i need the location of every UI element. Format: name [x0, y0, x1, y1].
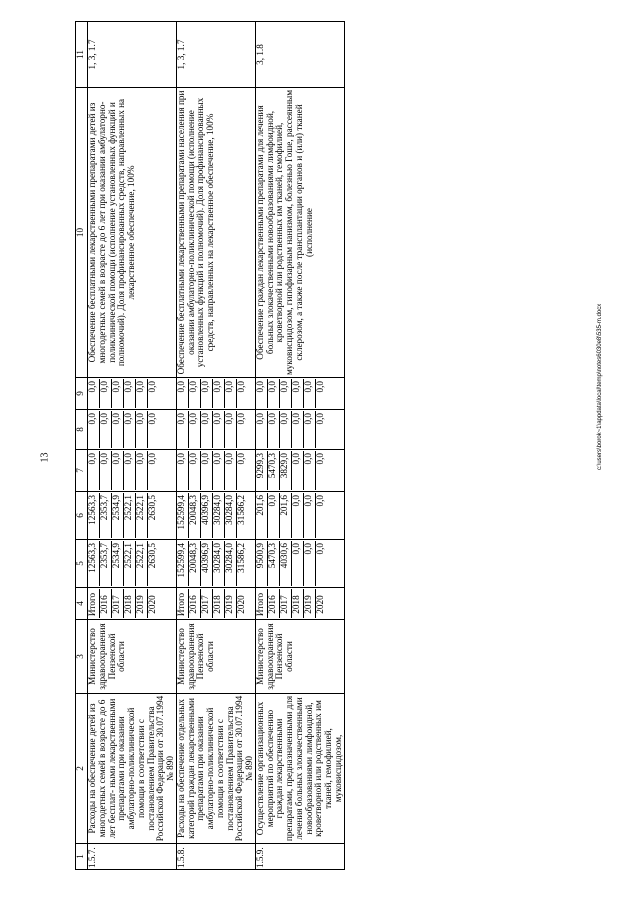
row-number: 1.5.9.: [255, 844, 344, 870]
regional-budget-value: 2353,7: [100, 493, 112, 538]
col-header-7: 7: [76, 450, 88, 492]
total-funding: [88, 540, 177, 588]
col-header-10: 10: [76, 88, 88, 378]
total-funding-value: 12563,3: [88, 541, 100, 586]
extrabudget-value: 0,0: [136, 379, 148, 408]
local-budget-value: 0,0: [213, 411, 225, 448]
years-list-value: 2018: [124, 589, 136, 618]
extrabudget: [176, 378, 255, 410]
total-funding-value: 152599,4: [177, 541, 189, 586]
col-header-4: 4: [76, 588, 88, 620]
regional-budget-value: 20048,3: [189, 493, 201, 538]
extrabudget-value: 0,0: [314, 381, 325, 393]
extrabudget: [88, 378, 177, 410]
total-funding-value: 30284,0: [225, 541, 237, 586]
extrabudget-value: 0,0: [147, 381, 157, 393]
extrabudget-value: 0,0: [112, 379, 124, 408]
extrabudget-value: 0,0: [292, 379, 304, 408]
table-body: [88, 22, 345, 870]
regional-budget: [88, 492, 177, 540]
years-list-value: 2018: [292, 589, 304, 618]
federal-budget-value: 0,0: [112, 451, 124, 490]
years-list-value: 2017: [280, 589, 292, 618]
federal-budget-value: 0,0: [201, 451, 213, 490]
col-header-1: 1: [76, 844, 88, 870]
regional-budget-value: 12563,3: [88, 493, 100, 538]
regional-budget-value: 0,0: [314, 495, 325, 507]
extrabudget-value: 0,0: [189, 379, 201, 408]
local-budget-value: 0,0: [124, 411, 136, 448]
extrabudget-value: 0,0: [213, 379, 225, 408]
col-header-5: 5: [76, 540, 88, 588]
years-list: [88, 588, 177, 620]
link-indicators: 3, 1.8: [255, 22, 344, 88]
extrabudget-value: 0,0: [124, 379, 136, 408]
col-header-9: 9: [76, 378, 88, 410]
total-funding-value: 2353,7: [100, 541, 112, 586]
extrabudget-value: 0,0: [177, 379, 189, 408]
total-funding-value: 2522,1: [136, 541, 148, 586]
years-list-value: 2017: [112, 589, 124, 618]
local-budget-value: 0,0: [100, 411, 112, 448]
years-list: [176, 588, 255, 620]
federal-budget: [255, 450, 344, 492]
total-funding-value: 20048,3: [189, 541, 201, 586]
federal-budget-value: 0,0: [88, 451, 100, 490]
extrabudget-value: 0,0: [268, 379, 280, 408]
total-funding-value: 31586,2: [235, 543, 246, 573]
local-budget: [176, 410, 255, 450]
regional-budget-value: 2522,1: [124, 493, 136, 538]
regional-budget-value: 0,0: [304, 493, 316, 538]
federal-budget-value: 0,0: [225, 451, 237, 490]
col-header-2: 2: [76, 694, 88, 844]
table-row: [176, 22, 255, 870]
budget-table: [75, 21, 345, 870]
years-list: [255, 588, 344, 620]
local-budget-value: 0,0: [256, 411, 268, 448]
row-number: 1.5.8.: [176, 844, 255, 870]
regional-budget: [176, 492, 255, 540]
years-list-value: Итого: [177, 589, 189, 618]
total-funding-value: 30284,0: [213, 541, 225, 586]
measure-name: Расходы на обеспечение детей из многодетных семей в возрасте до 6 лет бесплат- ными лекарственными препаратами при оказании амбулаторно-поликлинической помощи в соответствии с постановлением Правительства Российской Федерации от 30.07.1994 № 890: [88, 694, 177, 844]
extrabudget-value: 0,0: [235, 381, 246, 393]
local-budget-value: 0,0: [189, 411, 201, 448]
local-budget-value: 0,0: [235, 413, 246, 425]
executor: Министерство здравоохранения Пензенской области: [255, 620, 344, 694]
rotated-table-wrapper: [75, 22, 600, 870]
regional-budget-value: 31586,2: [235, 495, 246, 525]
federal-budget: [88, 450, 177, 492]
table-row: [255, 22, 344, 870]
local-budget-value: 0,0: [268, 411, 280, 448]
footer-path: c:\users\borok~1\appdata\local\temp\notes6030e8\535-m.docx: [597, 303, 603, 470]
total-funding-value: 2534,9: [112, 541, 124, 586]
local-budget-value: 0,0: [88, 411, 100, 448]
years-list-value: 2018: [213, 589, 225, 618]
federal-budget-value: 3829,0: [280, 451, 292, 490]
regional-budget-value: 40396,9: [201, 493, 213, 538]
regional-budget-value: 201,6: [280, 493, 292, 538]
extrabudget-value: 0,0: [201, 379, 213, 408]
col-header-11: 11: [76, 22, 88, 88]
federal-budget-value: 5470,3: [268, 451, 280, 490]
local-budget-value: 0,0: [112, 411, 124, 448]
regional-budget: [255, 492, 344, 540]
extrabudget-value: 0,0: [256, 379, 268, 408]
total-funding-value: 2630,5: [147, 543, 157, 569]
regional-budget-value: 30284,0: [225, 493, 237, 538]
years-list-value: Итого: [256, 589, 268, 618]
federal-budget-value: 0,0: [136, 451, 148, 490]
total-funding: [176, 540, 255, 588]
local-budget-value: 0,0: [225, 411, 237, 448]
years-list-value: 2020: [147, 595, 157, 614]
total-funding: [255, 540, 344, 588]
local-budget-value: 0,0: [292, 411, 304, 448]
federal-budget-value: 9299,3: [256, 451, 268, 490]
regional-budget-value: 152599,4: [177, 493, 189, 538]
measure-name: Осуществление организационных мероприятий по обеспечению граждан лекарственными препаратами, предназначенными для лечения больных злокачественными новообразованиями лимфоидной, кроветворной или родственных им тканей, гемофилией, муковисцидозом,: [255, 694, 344, 844]
federal-budget-value: 0,0: [235, 453, 246, 465]
local-budget-value: 0,0: [147, 413, 157, 425]
regional-budget-value: 2630,5: [147, 495, 157, 521]
years-list-value: 2017: [201, 589, 213, 618]
page-number: 13: [39, 452, 51, 463]
federal-budget-value: 0,0: [147, 453, 157, 465]
local-budget-value: 0,0: [136, 411, 148, 448]
executor: Министерство здравоохранения Пензенской области: [176, 620, 255, 694]
col-header-3: 3: [76, 620, 88, 694]
years-list-value: 2016: [189, 589, 201, 618]
years-list-value: 2019: [225, 589, 237, 618]
measure-name: Расходы на обеспечение отдельных категорий граждан лекарственными препаратами при оказании амбулаторно-поликлинической помощи в соответствии с постановлением Правительства Российской Федерации от 30.07.1994 № 890: [176, 694, 255, 844]
federal-budget-value: 0,0: [177, 451, 189, 490]
total-funding-value: 40396,9: [201, 541, 213, 586]
years-list-value: Итого: [88, 589, 100, 618]
federal-budget-value: 0,0: [100, 451, 112, 490]
row-number: 1.5.7.: [88, 844, 177, 870]
years-list-value: 2016: [268, 589, 280, 618]
local-budget-value: 0,0: [304, 411, 316, 448]
header-row: [76, 22, 88, 870]
regional-budget-value: 30284,0: [213, 493, 225, 538]
years-list-value: 2016: [100, 589, 112, 618]
federal-budget-value: 0,0: [292, 451, 304, 490]
indicator-text: Обеспечение бесплатными лекарственными препаратами детей из многодетных семей в возрасте до 6 лет при оказании амбулаторно-поликлинической помощи (исполнение установленных функций и полномочий). Доля профинансированных средств, направленных на лекарственное обеспечение, 100%: [88, 88, 177, 378]
extrabudget-value: 0,0: [100, 379, 112, 408]
total-funding-value: 5470,3: [268, 541, 280, 586]
link-indicators: 1, 3, 1.7: [176, 22, 255, 88]
extrabudget-value: 0,0: [280, 379, 292, 408]
local-budget: [255, 410, 344, 450]
federal-budget-value: 0,0: [124, 451, 136, 490]
local-budget-value: 0,0: [314, 413, 325, 425]
total-funding-value: 0,0: [304, 541, 316, 586]
extrabudget-value: 0,0: [225, 379, 237, 408]
years-list-value: 2020: [314, 595, 325, 614]
total-funding-value: 2522,1: [124, 541, 136, 586]
regional-budget-value: 2522,1: [136, 493, 148, 538]
local-budget: [88, 410, 177, 450]
federal-budget-value: 0,0: [314, 453, 325, 465]
col-header-6: 6: [76, 492, 88, 540]
table-row: [88, 22, 177, 870]
regional-budget-value: 2534,9: [112, 493, 124, 538]
regional-budget-value: 0,0: [292, 493, 304, 538]
extrabudget-value: 0,0: [88, 379, 100, 408]
regional-budget-value: 0,0: [268, 493, 280, 538]
federal-budget-value: 0,0: [189, 451, 201, 490]
years-list-value: 2019: [136, 589, 148, 618]
regional-budget-value: 201,6: [256, 493, 268, 538]
extrabudget: [255, 378, 344, 410]
federal-budget: [176, 450, 255, 492]
total-funding-value: 0,0: [292, 541, 304, 586]
total-funding-value: 4030,6: [280, 541, 292, 586]
federal-budget-value: 0,0: [304, 451, 316, 490]
extrabudget-value: 0,0: [304, 379, 316, 408]
local-budget-value: 0,0: [201, 411, 213, 448]
local-budget-value: 0,0: [280, 411, 292, 448]
indicator-text: Обеспечение граждан лекарственными препаратами для лечения больных злокачественными новообразованиями лимфоидной, кроветворной или родственных им тканей, гемофилией, муковисцидозом, гипофизарным нанизмом, болезнью Гоше, рассеянным склерозом, а также после трансплантации органов и (или) тканей (исполнение: [255, 88, 344, 378]
total-funding-value: 0,0: [314, 543, 325, 555]
executor: Министерство здравоохранения Пензенской области: [88, 620, 177, 694]
link-indicators: 1, 3, 1.7: [88, 22, 177, 88]
years-list-value: 2019: [304, 589, 316, 618]
col-header-8: 8: [76, 410, 88, 450]
federal-budget-value: 0,0: [213, 451, 225, 490]
indicator-text: Обеспечение бесплатными лекарственными препаратами населения при оказании амбулаторно-поликлинической помощи (исполнение установленных функций и полномочий). Доля профинансированных средств, направленных на лекарственное обеспечение, 100%: [176, 88, 255, 378]
total-funding-value: 9500,9: [256, 541, 268, 586]
local-budget-value: 0,0: [177, 411, 189, 448]
years-list-value: 2020: [235, 595, 246, 614]
